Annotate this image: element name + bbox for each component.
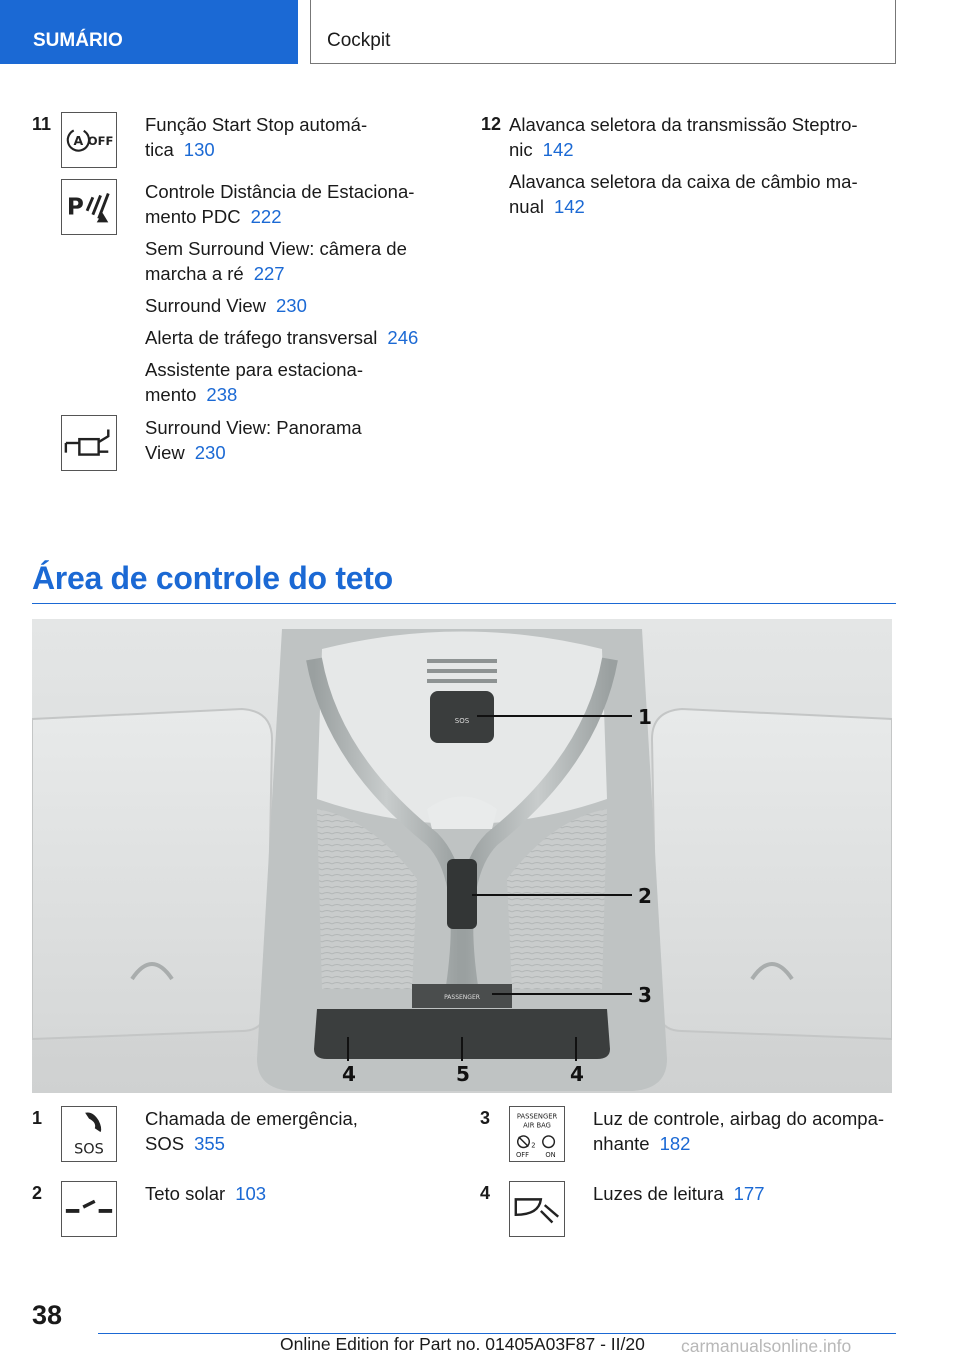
svg-text:A: A (73, 132, 84, 148)
sunroof-icon (61, 1181, 117, 1237)
callout-4-right: 4 (570, 1062, 584, 1086)
svg-text:PASSENGER: PASSENGER (516, 1112, 558, 1121)
item-12-text: Alavanca seletora da transmissão Steptro- nic 142 Alavanca seletora da caixa de câmbio ma- nual 142 (509, 114, 858, 217)
page-ref-355[interactable]: 355 (194, 1133, 225, 1154)
section-label: Cockpit (310, 0, 896, 64)
footer-edition: Online Edition for Part no. 01405A03F87 - II/20 (280, 1334, 645, 1354)
page-ref-222[interactable]: 222 (250, 206, 282, 227)
auto-start-stop-off-icon (61, 112, 117, 168)
page-ref-103[interactable]: 103 (235, 1183, 267, 1204)
watermark: carmanualsonline.info (681, 1336, 852, 1356)
svg-text:OFF: OFF (87, 133, 114, 148)
svg-text:P: P (66, 194, 84, 221)
overhead-console-figure (32, 619, 892, 1093)
item-number-11: 11 (32, 114, 52, 134)
legend-number-3: 3 (480, 1108, 491, 1128)
section-rule (32, 603, 896, 604)
callout-2: 2 (638, 884, 652, 908)
reading-light-icon (509, 1181, 565, 1237)
page-ref-238[interactable]: 238 (206, 384, 238, 405)
panorama-view-icon (61, 415, 117, 471)
legend-1-text: Chamada de emergência, SOS 355 (145, 1108, 358, 1154)
legend-3-text: Luz de controle, airbag do acompa- nhante 182 (593, 1108, 885, 1154)
svg-text:ON: ON (545, 1151, 556, 1160)
section-title: Área de controle do teto (32, 560, 393, 596)
passenger-airbag-icon (509, 1106, 565, 1162)
page-ref-246[interactable]: 246 (387, 327, 419, 348)
page-ref-182[interactable]: 182 (659, 1133, 691, 1154)
legend-number-4: 4 (480, 1183, 491, 1203)
sos-call-icon (61, 1106, 117, 1162)
page-ref-230[interactable]: 230 (276, 295, 307, 316)
legend-4-text: Luzes de leitura 177 (593, 1183, 765, 1204)
svg-text:OFF: OFF (515, 1151, 530, 1160)
item-number-12: 12 (481, 114, 502, 134)
svg-text:PASSENGER: PASSENGER (444, 994, 480, 1001)
svg-text:SOS: SOS (454, 717, 470, 725)
page-ref-130[interactable]: 130 (183, 139, 215, 160)
legend-number-1: 1 (32, 1108, 43, 1128)
page-ref-230b[interactable]: 230 (194, 442, 226, 463)
pdc-text: Controle Distância de Estaciona- mento PDC 222 Sem Surround View: câmera de marcha a ré 227 Surround View 230 Alerta de tráfego transversal 246 Assistente para estaciona- mento 238 (145, 181, 419, 405)
page-ref-177[interactable]: 177 (733, 1183, 765, 1204)
page-ref-142b[interactable]: 142 (553, 196, 585, 217)
parking-sensor-icon (61, 179, 117, 235)
legend-number-2: 2 (32, 1183, 43, 1203)
legend-2-text: Teto solar 103 (145, 1183, 267, 1204)
callout-3: 3 (638, 983, 652, 1007)
callout-4-left: 4 (342, 1062, 356, 1086)
page-ref-227[interactable]: 227 (253, 263, 285, 284)
svg-text:AIR BAG: AIR BAG (523, 1121, 551, 1130)
page-number: 38 (32, 1300, 63, 1330)
svg-text:2: 2 (531, 1141, 536, 1150)
callout-1: 1 (638, 705, 652, 729)
item-11-text: Função Start Stop automá- tica 130 (145, 114, 368, 160)
panorama-text: Surround View: Panorama View 230 (145, 417, 362, 463)
toc-tab[interactable]: SUMÁRIO (0, 0, 298, 64)
svg-text:SOS: SOS (74, 1141, 104, 1158)
page-ref-142[interactable]: 142 (542, 139, 574, 160)
callout-5: 5 (456, 1062, 470, 1086)
